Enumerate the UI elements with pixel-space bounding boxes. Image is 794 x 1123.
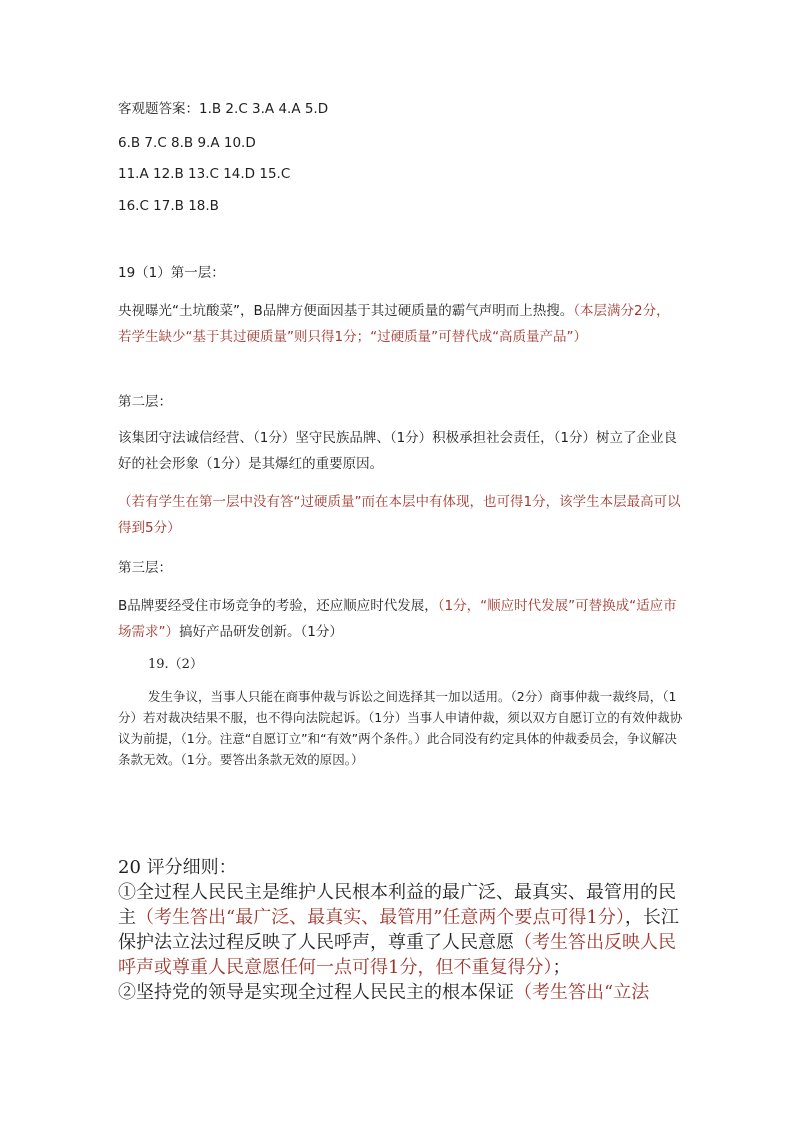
q20-item-1-text: ①全过程人民民主是维护人民根本利益的最广泛、最真实、最管用的民主 — [118, 882, 676, 928]
layer3-text-a: B品牌要经受住市场竞争的考验，还应顺应时代发展， — [118, 598, 438, 614]
q20-item-1-note-1: （考生答出“最广泛、最真实、最管用”任意两个要点可得1分） — [136, 907, 625, 928]
q20-item-2-text: ②坚持党的领导是实现全过程人民民主的根本保证 — [118, 982, 514, 1003]
q20-item-1-text-c: ； — [552, 957, 571, 978]
q19-2-text: 发生争议，当事人只能在商事仲裁与诉讼之间选择其一加以适用。（2分）商事仲裁一裁终局，（1分）若对裁决结果不服，也不得向法院起诉。（1分）当事人申请仲裁，须以双方自愿订立的有效仲裁协议为前提，（1分。注意“自愿订立”和“有效”两个条件。）此合同没有约定具体的仲裁委员会，争议解决条款无效。（1分。要答出条款无效的原因。） — [118, 689, 683, 767]
q19-2-heading: 19.（2） — [148, 657, 203, 672]
q19-1-layer2-text: 该集团守法诚信经营、（1分）坚守民族品牌、（1分）积极承担社会责任，（1分）树立了企业良好的社会形象（1分）是其爆红的重要原因。 — [118, 430, 678, 472]
q19-1-layer3-heading: 第三层： — [118, 560, 172, 576]
layer1-note: （本层满分2分，若学生缺少“基于其过硬质量”则只得1分；“过硬质量”可替代成“高质量产品”） — [118, 303, 670, 345]
layer1-text: 央视曝光“土坑酸菜”，B品牌方便面因基于其过硬质量的霸气声明而上热搜。 — [118, 303, 574, 319]
layer3-text-b: 搞好产品研发创新。（1分） — [179, 624, 343, 640]
q20-item-2-note: （考生答出“立法 — [514, 982, 650, 1003]
q20-item-1 — [118, 880, 688, 980]
objective-answers-line-4: 16.C 17.B 18.B — [118, 198, 219, 214]
objective-answers-line-3: 11.A 12.B 13.C 14.D 15.C — [118, 166, 291, 182]
q19-1-layer1 — [118, 298, 683, 350]
objective-answers-line-1: 客观题答案：1.B 2.C 3.A 4.A 5.D — [118, 101, 329, 117]
q19-1-layer2-note: （若有学生在第一层中没有答“过硬质量”而在本层中有体现，也可得1分，该学生本层最高可以得到5分） — [118, 494, 681, 536]
q20-item-2 — [118, 980, 688, 1005]
q19-1-heading: 19（1）第一层： — [118, 265, 225, 281]
q20-heading: 20 评分细则： — [118, 857, 237, 878]
layer3-note: （1分，“顺应时代发展”可替换成“适应市场需求”） — [118, 598, 677, 640]
objective-answers-line-2: 6.B 7.C 8.B 9.A 10.D — [118, 135, 256, 151]
q20-block — [118, 855, 688, 1005]
q19-1-layer3 — [118, 593, 683, 645]
q19-1-layer2-heading: 第二层： — [118, 394, 172, 410]
q20-item-1-text-b: ，长江保护法立法过程反映了人民呼声，尊重了人民意愿 — [118, 907, 679, 953]
q20-item-1-note-2: （考生答出反映人民呼声或尊重人民意愿任何一点可得1分，但不重复得分） — [118, 932, 676, 978]
